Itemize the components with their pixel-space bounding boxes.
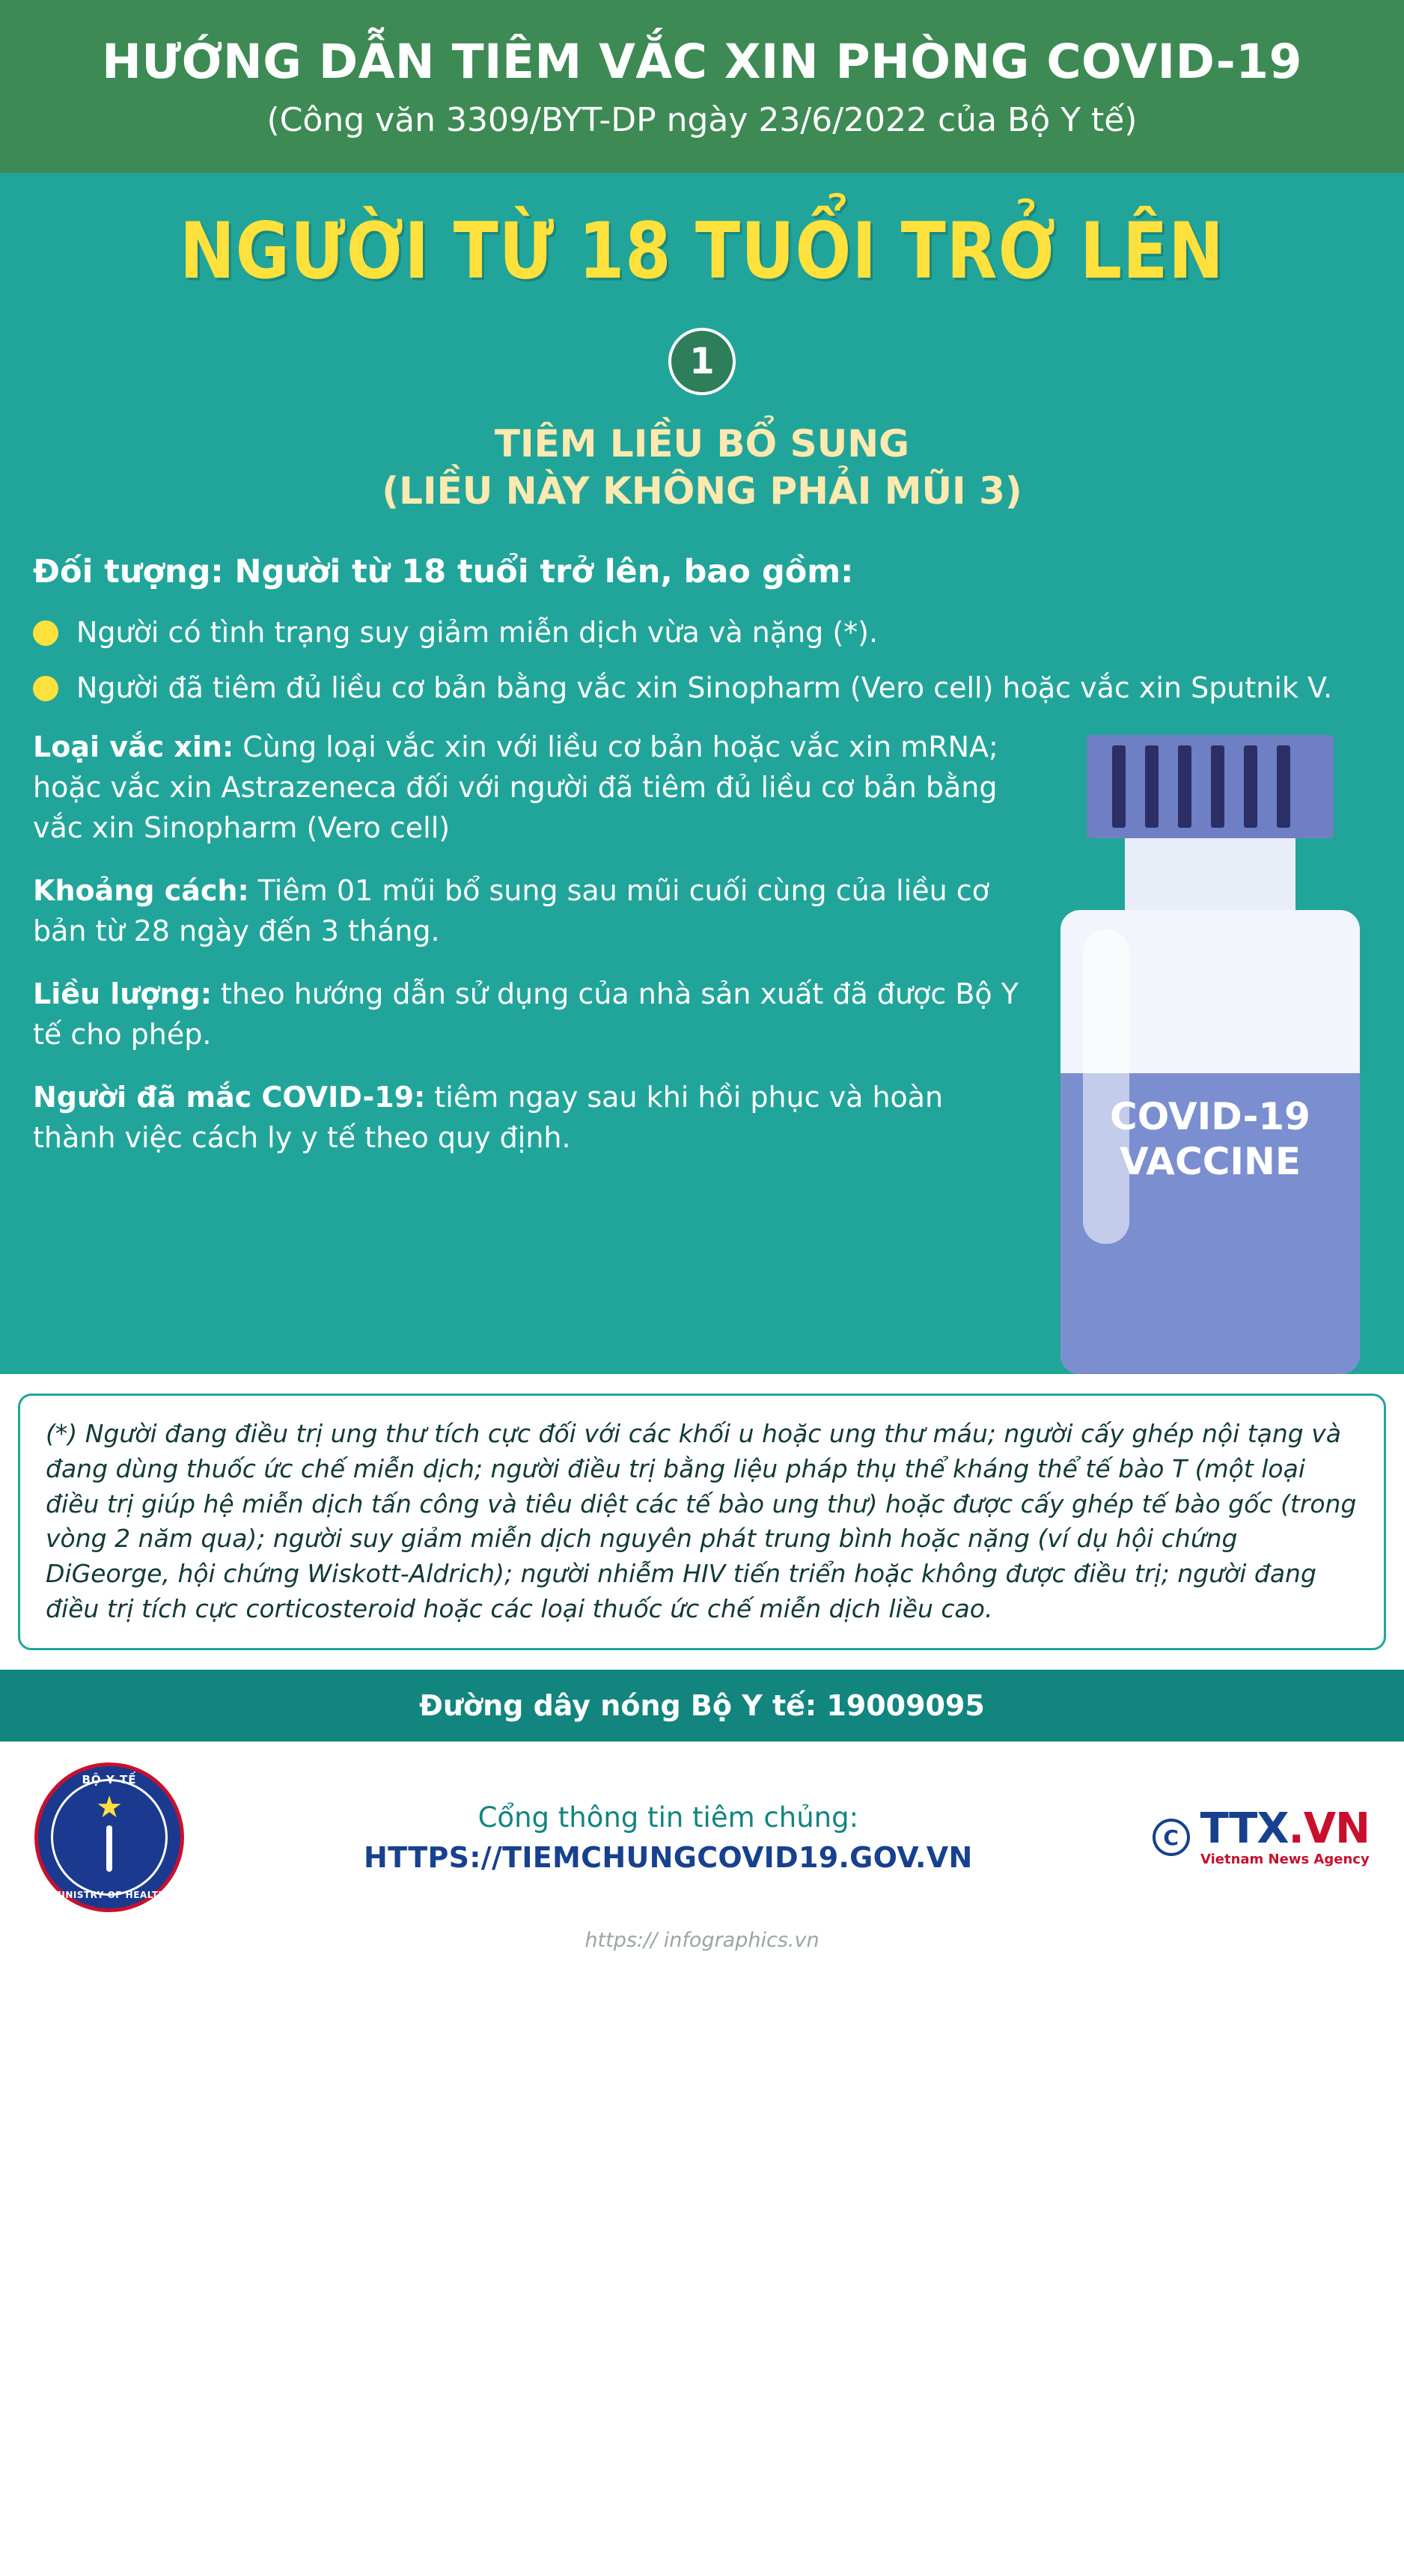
detail-text: tiêm ngay sau khi hồi phục và hoàn thành việc cách ly y tế theo quy định. <box>33 1080 944 1154</box>
page-subtitle: (Công văn 3309/BYT-DP ngày 23/6/2022 của Bộ Y tế) <box>266 100 1138 139</box>
vial-shine <box>1083 930 1129 1244</box>
copyright-icon: C <box>1153 1819 1190 1856</box>
target-audience-lead: Đối tượng: Người từ 18 tuổi trở lên, bao gồm: <box>33 553 854 591</box>
page-title: HƯỚNG DẪN TIÊM VẮC XIN PHÒNG COVID-19 <box>102 34 1302 89</box>
detail-label: Loại vắc xin: <box>33 730 234 763</box>
hotline-bar: Đường dây nóng Bộ Y tế: 19009095 <box>0 1670 1404 1742</box>
vial-label <box>1060 1094 1360 1184</box>
bullet-dot-icon <box>33 620 58 646</box>
portal-url-link[interactable]: HTTPS://TIEMCHUNGCOVID19.GOV.VN <box>364 1840 973 1874</box>
ttxvn-wordmark <box>1200 1804 1370 1853</box>
details-column <box>33 727 1049 1181</box>
detail-text: Cùng loại vắc xin với liều cơ bản hoặc vắc xin mRNA; hoặc vắc xin Astrazeneca đối với người đã tiêm đủ liều cơ bản bằng vắc xin Sinopharm (Vero cell) <box>33 730 998 844</box>
vial-cap <box>1087 735 1334 838</box>
footer <box>0 1742 1404 1918</box>
step-title-line2: (LIỀU NÀY KHÔNG PHẢI MŨI 3) <box>382 468 1022 513</box>
vial-neck <box>1125 838 1295 910</box>
details-and-illustration <box>33 727 1371 1374</box>
detail-dosage <box>33 974 1031 1055</box>
vial-label-line2: VACCINE <box>1120 1139 1301 1183</box>
moh-top-label: BỘ Y TẾ <box>82 1773 137 1787</box>
content-wrap <box>0 514 1404 1374</box>
portal-info <box>184 1801 1153 1874</box>
bullet-dot-icon <box>33 676 58 701</box>
ttxvn-vn: .VN <box>1288 1804 1370 1853</box>
bullet-text: Người đã tiêm đủ liều cơ bản bằng vắc xin Sinopharm (Vero cell) hoặc vắc xin Sputnik V. <box>76 671 1333 705</box>
vial-label-line1: COVID-19 <box>1110 1094 1310 1138</box>
vaccine-vial-icon <box>1060 735 1360 1374</box>
portal-label: Cổng thông tin tiêm chủng: <box>477 1801 859 1834</box>
step-title <box>0 421 1404 514</box>
illustration-column <box>1049 727 1371 1374</box>
header-banner <box>0 0 1404 173</box>
star-icon: ★ <box>96 1790 123 1825</box>
detail-label: Liều lượng: <box>33 977 212 1010</box>
step-title-line1: TIÊM LIỀU BỔ SUNG <box>494 422 910 466</box>
asclepius-rod-icon <box>106 1825 112 1872</box>
step-number-badge: 1 <box>668 328 736 395</box>
list-item <box>33 613 1371 652</box>
ttxvn-ttx: TTX <box>1200 1804 1289 1853</box>
detail-text: Tiêm 01 mũi bổ sung sau mũi cuối cùng của liều cơ bản từ 28 ngày đến 3 tháng. <box>33 873 989 947</box>
footnote-section <box>0 1374 1404 1670</box>
detail-recovered <box>33 1078 1031 1159</box>
step-number-wrap <box>0 328 1404 395</box>
footnote-text: (*) Người đang điều trị ung thư tích cực đối với các khối u hoặc ung thư máu; người cấy ghép nội tạng và đang dùng thuốc ức chế miễn dịch; người điều trị bằng liệu pháp thụ thể kháng thể tế bào T (một loại điều trị giúp hệ miễn dịch tấn công và tiêu diệt các tế bào ung thư) hoặc được cấy ghép tế bào gốc (trong vòng 2 năm qua); người suy giảm miễn dịch nguyên phát trung bình hoặc nặng (ví dụ hội chứng DiGeorge, hội chứng Wiskott-Aldrich); người nhiễm HIV tiến triển hoặc không được điều trị; người đang điều trị tích cực corticosteroid hoặc các loại thuốc ức chế miễn dịch liều cao. <box>18 1394 1386 1650</box>
main-content <box>0 173 1404 1374</box>
bullet-list <box>33 613 1371 708</box>
source-site-url: https:// infographics.vn <box>0 1918 1404 1968</box>
age-group-banner: NGƯỜI TỪ 18 TUỔI TRỞ LÊN <box>180 205 1224 296</box>
moh-bottom-label: MINISTRY OF HEALTH <box>52 1890 167 1901</box>
vial-body <box>1060 910 1360 1374</box>
detail-interval <box>33 871 1031 952</box>
detail-text: theo hướng dẫn sử dụng của nhà sản xuất đã được Bộ Y tế cho phép. <box>33 977 1019 1051</box>
ttxvn-subtitle: Vietnam News Agency <box>1200 1851 1370 1867</box>
ministry-of-health-logo-icon <box>34 1762 184 1912</box>
detail-label: Khoảng cách: <box>33 873 249 907</box>
detail-vaccine-type <box>33 727 1031 849</box>
bullet-text: Người có tình trạng suy giảm miễn dịch vừa và nặng (*). <box>76 616 879 650</box>
ttxvn-logo <box>1153 1804 1370 1867</box>
detail-label: Người đã mắc COVID-19: <box>33 1080 426 1114</box>
list-item <box>33 668 1371 707</box>
